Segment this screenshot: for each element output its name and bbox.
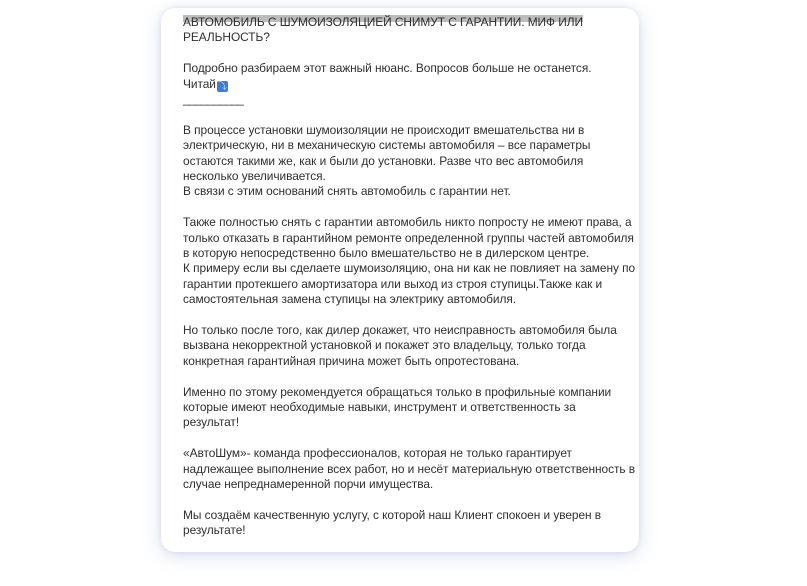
post-intro: [183, 61, 631, 107]
paragraph-line: надлежащее выполнение всех работ, но и несёт материальную ответственность в: [183, 461, 636, 476]
paragraph-line: самостоятельная замена ступицы на электрику автомобиля.: [183, 292, 517, 307]
arrow-down-icon: ⤵: [217, 80, 227, 91]
paragraph-line: только отказать в гарантийном ремонте определенной группы частей автомобиля: [183, 230, 634, 245]
post-title-line: АВТОМОБИЛЬ С ШУМОИЗОЛЯЦИЕЙ СНИМУТ С ГАРАНТИИ. МИФ ИЛИ: [183, 15, 584, 29]
paragraph-line: конкретная гарантийная причина может быть опротестована.: [183, 353, 520, 368]
paragraph-line: в которую непосредственно было вмешательство не в дилерском центре.: [183, 246, 590, 261]
paragraph-line: Именно по этому рекомендуется обращаться только в профильные компании: [183, 384, 612, 399]
post-paragraph: [183, 323, 631, 369]
paragraph-line: несколько увеличивается.: [183, 169, 326, 184]
paragraph-line: Также полностью снять с гарантии автомобиль никто попросту не имеют права, а: [183, 215, 632, 230]
post-body: [183, 15, 636, 552]
intro-line: Читай: [183, 76, 216, 91]
post-paragraphs: [183, 122, 636, 539]
paragraph-line: результат!: [183, 415, 240, 430]
intro-line: Подробно разбираем этот важный нюанс. Вопросов больше не останется.: [183, 61, 592, 76]
post-title: [183, 15, 631, 46]
post-paragraph: [183, 215, 636, 307]
paragraph-line: «АвтоШум»- команда профессионалов, которая не только гарантирует: [183, 446, 572, 461]
post-paragraph: [183, 385, 631, 431]
paragraph-line: которые имеют необходимые навыки, инструмент и ответственность за: [183, 400, 576, 415]
paragraph-line: В связи с этим оснований снять автомобиль с гарантии нет.: [183, 184, 511, 199]
paragraph-line: вызвана некорректной установкой и покажет это владельцу, только тогда: [183, 338, 586, 353]
paragraph-line: электрическую, ни в механическую системы автомобиля – все параметры: [183, 138, 591, 153]
post-title-line: РЕАЛЬНОСТЬ?: [183, 30, 270, 45]
post-paragraph: [183, 508, 631, 539]
paragraph-line: Но только после того, как дилер докажет, что неисправность автомобиля была: [183, 323, 617, 338]
paragraph-line: гарантии протекшего амортизатора или выход из строя ступицы.Также как и: [183, 276, 603, 291]
text-divider: __________: [183, 92, 244, 107]
paragraph-line: результате!: [183, 523, 246, 538]
post-card: [161, 8, 639, 552]
paragraph-line: остаются такими же, как и были до установки. Разве что вес автомобиля: [183, 153, 584, 168]
paragraph-line: случае непреднамеренной порчи имущества.: [183, 477, 434, 492]
paragraph-line: К примеру если вы сделаете шумоизоляцию, она ни как не повлияет на замену по: [183, 261, 636, 276]
post-paragraph: [183, 446, 636, 492]
paragraph-line: В процессе установки шумоизоляции не происходит вмешательства ни в: [183, 122, 585, 137]
paragraph-line: Мы создаём качественную услугу, с которой наш Клиент спокоен и уверен в: [183, 507, 602, 522]
post-paragraph: [183, 123, 631, 200]
